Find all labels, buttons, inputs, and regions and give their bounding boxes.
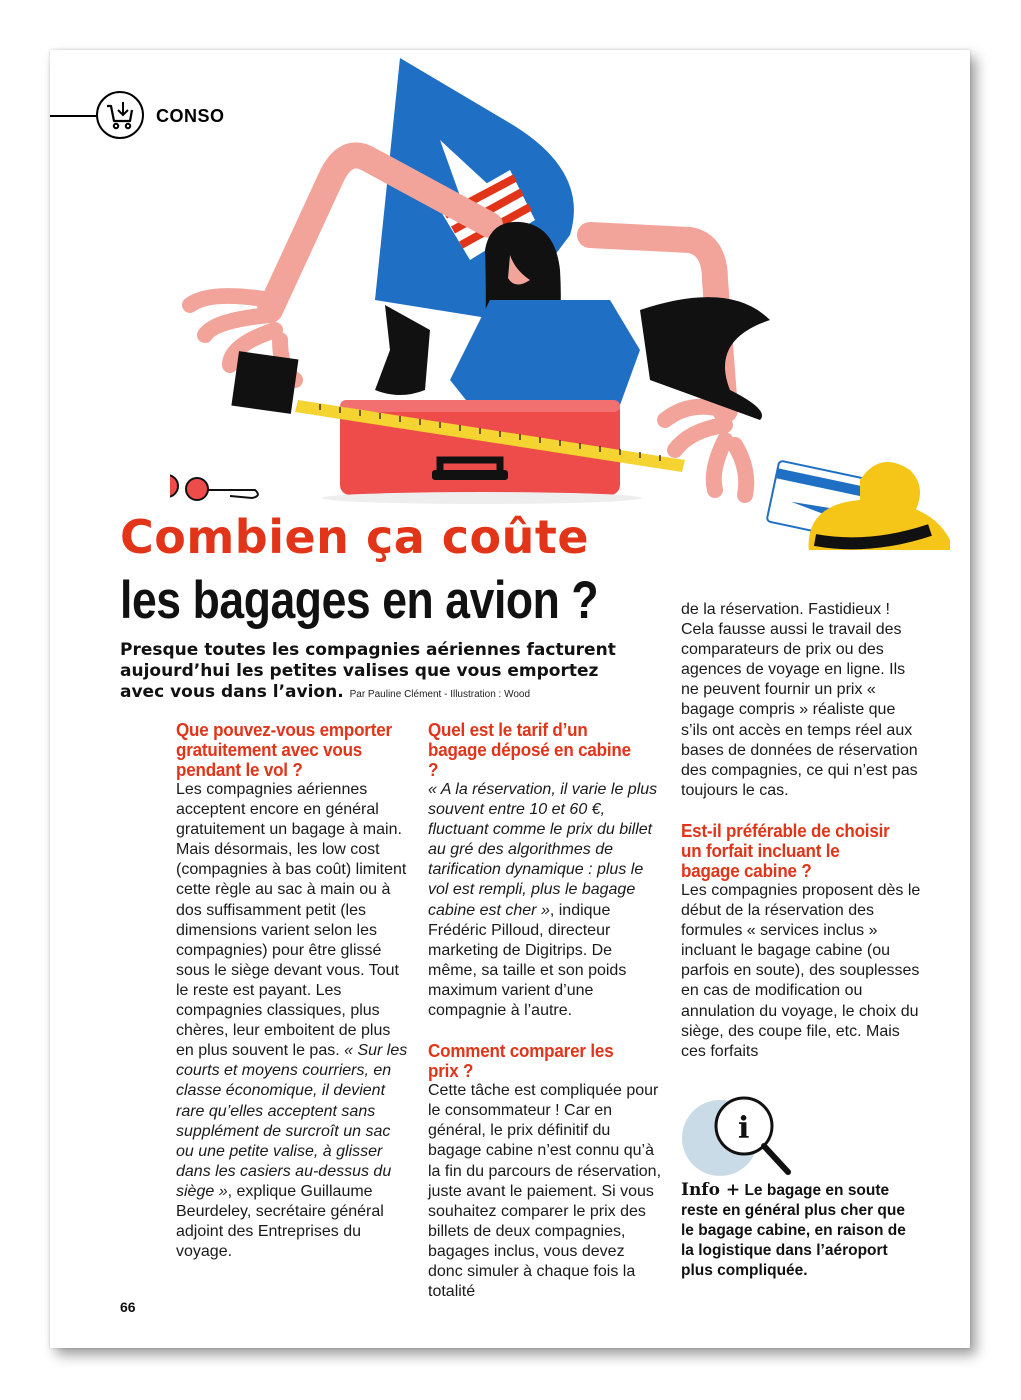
subheading: Que pouvez-vous emporter gratuitement avec vous pendant le vol ? (176, 719, 392, 780)
body-paragraph: Les compagnies aériennes acceptent encore en général gratuitement un bagage à main. Mais désormais, les low cost (compagnies à bas coût) limitent cette règle au sac à main ou à dos suffisamment petit (les dimensions varient selon les compagnies) pour être glissé sous le siège devant vous. Tout le reste est payant. Les compagnies classiques, plus chères, leur emboitent de plus en plus souvent le pas. « Sur les courts et moyens courriers, en classe économique, il devient rare qu’elles acceptent sans supplément de surcroît un sac ou une petite valise, à glisser dans les casiers au-dessus du siège », explique Guillaume Beurdeley, secrétaire général adjoint des Entreprises du voyage. (176, 781, 408, 1261)
body-paragraph: Cette tâche est compliquée pour le consommateur ! Car en général, le prix définitif du bagage cabine n’est connu qu’à la fin du parcours de réservation, juste avant le paiement. Si vous souhaitez comparer le prix des billets de deux compagnies, bagages inclus, vous devez donc simuler à chaque fois la totalité (428, 1082, 662, 1301)
right-hand (665, 407, 746, 495)
column-1 (176, 720, 411, 1262)
headline-line-2: les bagages en avion ? (120, 571, 599, 630)
section-label: CONSO (156, 106, 225, 126)
info-text: Le bagage en soute reste en général plus cher que le bagage cabine, en raison de la logistique dans l’aéroport plus compliquée. (681, 1182, 906, 1279)
body-paragraph: « A la réservation, il varie le plus souvent entre 10 et 60 €, fluctuant comme le prix du billet au gré des algorithmes de tarification dynamique : plus le vol est rempli, plus le bagage cabine est cher », indique Frédéric Pilloud, directeur marketing de Digitrips. De même, sa taille et son poids maximum varient d’une compagnie à l’autre. (428, 781, 658, 1020)
info-box (681, 1180, 921, 1281)
info-magnifier-icon (680, 1090, 800, 1180)
subheading: Quel est le tarif d’un bagage déposé en cabine ? (428, 719, 631, 780)
page-number: 66 (120, 1299, 136, 1315)
subheading: Est-il préférable de choisir un forfait incluant le bagage cabine ? (681, 819, 890, 881)
rubric-rule (50, 115, 96, 117)
byline: Par Pauline Clément - Illustration : Wood (349, 689, 531, 700)
headline-line-1: Combien ça coûte (120, 510, 590, 564)
column-2 (428, 720, 663, 1302)
lead-text: Presque toutes les compagnies aériennes facturent aujourd’hui les petites valises que vous emportez avec vous dans l’avion. (120, 640, 616, 702)
body-paragraph: Les compagnies proposent dès le début de la réservation des formules « services inclus » incluant le bagage cabine (ou parfois en soute), des souplesses en cas de modification ou annulation du voyage, le choix du siège, des coupe file, etc. Mais ces forfaits (681, 881, 921, 1060)
svg-text:i: i (738, 1111, 750, 1146)
lead-paragraph (120, 640, 640, 705)
body-paragraph: de la réservation. Fastidieux ! Cela fausse aussi le travail des comparateurs de prix ou des agences de voyage en ligne. Ils ne peuvent fournir un prix « bagage compris » réaliste que s’ils ont accès en temps réel aux bases de données de réservation des compagnies, ce qui n’est pas toujours le cas. (681, 601, 918, 799)
subheading: Comment comparer les prix ? (428, 1040, 614, 1082)
cart-download-icon (96, 91, 144, 139)
info-tag: Info + (681, 1180, 741, 1200)
sunglasses (170, 475, 258, 500)
column-3 (681, 600, 921, 1062)
figure-leg-left (375, 305, 430, 395)
illustration (170, 50, 950, 550)
magazine-page (50, 50, 970, 1348)
black-box (231, 351, 298, 414)
